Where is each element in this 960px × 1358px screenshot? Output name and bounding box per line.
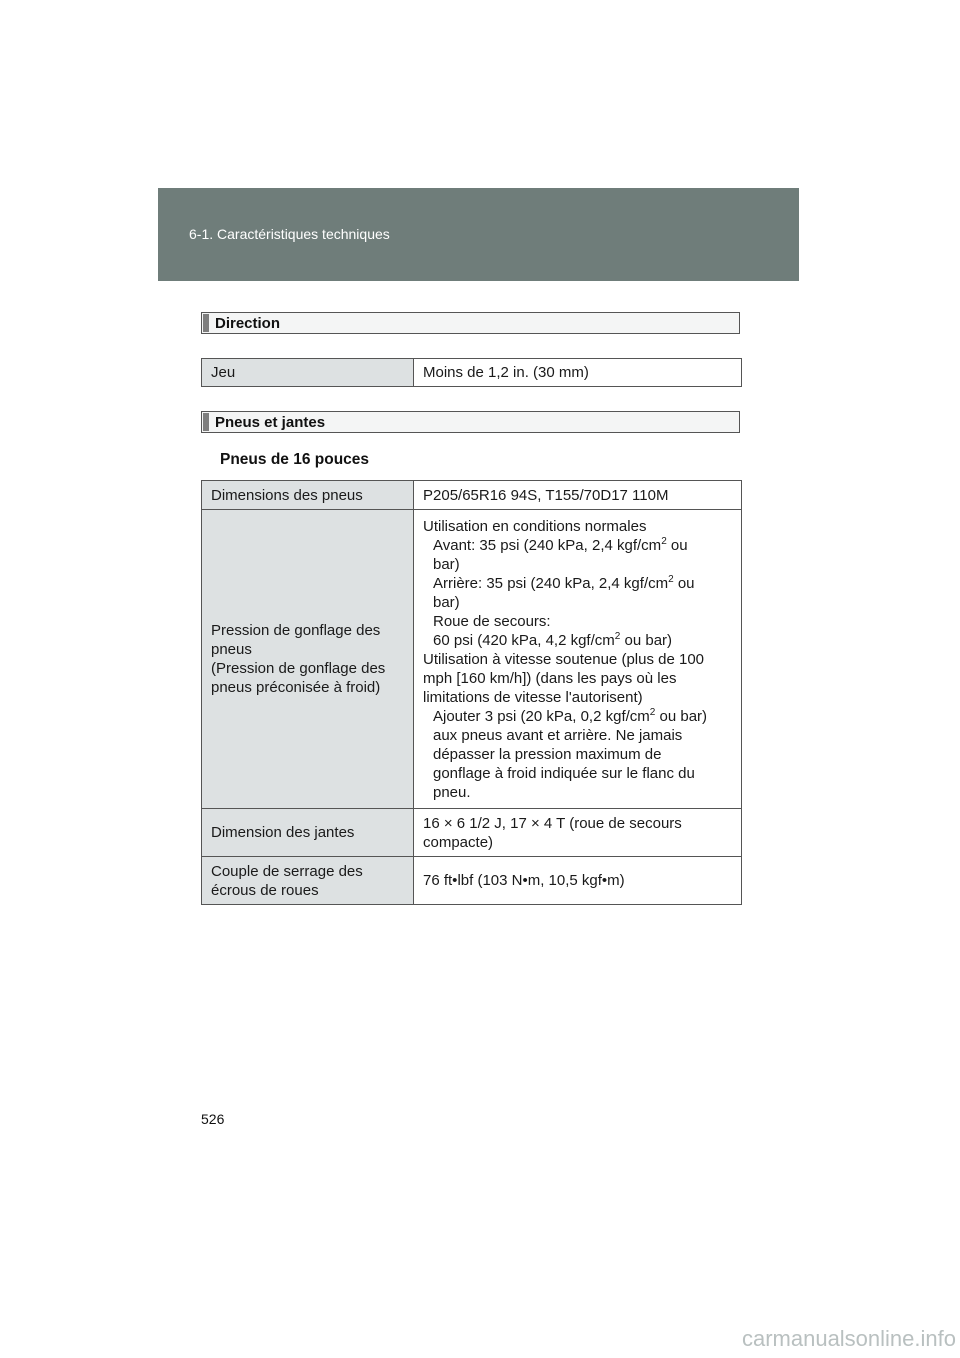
heading-bar bbox=[203, 413, 209, 431]
pressure-label-line: (Pression de gonflage des bbox=[211, 660, 386, 677]
add-pressure-line: dépasser la pression maximum de bbox=[433, 745, 662, 763]
sustained-line: limitations de vitesse l'autorisent) bbox=[423, 688, 643, 706]
table-row bbox=[202, 359, 742, 387]
add-pressure-line: gonflage à froid indiquée sur le flanc du bbox=[433, 764, 695, 782]
add-pressure: Ajouter 3 psi (20 kPa, 0,2 kgf/$cm^2$ ou bar) bbox=[433, 706, 708, 725]
wheel-value bbox=[414, 809, 742, 857]
tire-dimensions-value: P205/65R16 94S, T155/70D17 110M bbox=[414, 481, 742, 510]
page-number: 526 bbox=[201, 1111, 225, 1127]
sustained-line: Utilisation à vitesse soutenue (plus de 100 bbox=[423, 650, 705, 668]
torque-label-line: écrous de roues bbox=[211, 881, 319, 899]
front-pressure: Avant: 35 psi (240 kPa, 2,4 kgf/$cm^2$ ou bbox=[433, 535, 688, 554]
direction-heading bbox=[201, 312, 740, 334]
rear-pressure: Arrière: 35 psi (240 kPa, 2,4 kgf/$cm^2$ ou bbox=[433, 573, 695, 592]
pressure-value bbox=[414, 510, 742, 809]
play-value: Moins de 1,2 in. (30 mm) bbox=[414, 359, 742, 387]
table-row bbox=[202, 857, 742, 905]
watermark: carmanualsonline.info bbox=[741, 1326, 956, 1351]
pressure-label-line: pneus bbox=[211, 641, 252, 658]
tires-subtitle: Pneus de 16 pouces bbox=[220, 451, 370, 468]
direction-table bbox=[201, 358, 742, 387]
direction-heading-text: Direction bbox=[215, 315, 281, 332]
section-title: 6-1. Caractéristiques techniques bbox=[189, 226, 390, 242]
normal-use-title: Utilisation en conditions normales bbox=[423, 517, 647, 535]
torque-label bbox=[202, 857, 414, 905]
table-row bbox=[202, 481, 742, 510]
pressure-label-line: Pression de gonflage des bbox=[211, 622, 381, 639]
wheel-value-line: compacte) bbox=[423, 833, 494, 851]
torque-value: 76 ft•lbf (103 N•m, 10,5 kgf•m) bbox=[414, 857, 742, 905]
heading-bar bbox=[203, 314, 209, 332]
wheel-value-line: 16 × 6 1/2 J, 17 × 4 T (roue de secours bbox=[423, 814, 682, 832]
spare-title: Roue de secours: bbox=[433, 612, 551, 630]
spare-pressure: 60 psi (420 kPa, 4,2 kgf/$cm^2$ ou bar) bbox=[433, 630, 673, 649]
add-pressure-line: aux pneus avant et arrière. Ne jamais bbox=[433, 726, 683, 744]
section-header-band bbox=[158, 188, 799, 281]
tire-dimensions-label: Dimensions des pneus bbox=[202, 481, 414, 510]
play-label: Jeu bbox=[202, 359, 414, 387]
rear-pressure-cont: bar) bbox=[433, 593, 460, 611]
pressure-label-line: pneus préconisée à froid) bbox=[211, 679, 381, 696]
tires-heading bbox=[201, 411, 740, 433]
pressure-label bbox=[202, 510, 414, 809]
sustained-line: mph [160 km/h]) (dans les pays où les bbox=[423, 669, 677, 687]
table-row bbox=[202, 809, 742, 857]
add-pressure-line: pneu. bbox=[433, 783, 471, 801]
table-row bbox=[202, 510, 742, 809]
torque-label-line: Couple de serrage des bbox=[211, 862, 363, 880]
tires-heading-text: Pneus et jantes bbox=[215, 414, 326, 431]
front-pressure-cont: bar) bbox=[433, 555, 460, 573]
tires-table bbox=[201, 480, 742, 905]
wheel-label: Dimension des jantes bbox=[202, 809, 414, 857]
